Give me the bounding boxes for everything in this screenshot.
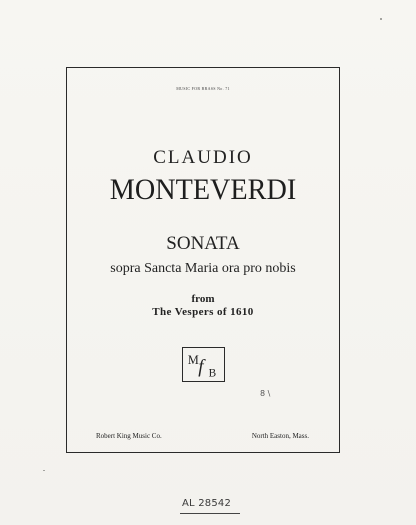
publisher-logo bbox=[182, 347, 225, 382]
composer-first-name: CLAUDIO bbox=[153, 147, 253, 168]
paper-speck bbox=[380, 18, 382, 20]
publisher-name: Robert King Music Co. bbox=[96, 432, 162, 440]
work-subtitle: sopra Sancta Maria ora pro nobis bbox=[110, 261, 296, 276]
catalog-stamp bbox=[180, 498, 240, 514]
logo-letter-m: M bbox=[187, 353, 199, 368]
work-title: SONATA bbox=[166, 233, 240, 254]
logo-letter-f: f bbox=[198, 356, 204, 378]
paper-speck bbox=[43, 470, 45, 471]
publisher-location: North Easton, Mass. bbox=[251, 432, 309, 440]
logo-letter-b: B bbox=[208, 367, 217, 380]
handwritten-note: 8 \ bbox=[260, 389, 271, 398]
source-work: The Vespers of 1610 bbox=[152, 306, 254, 318]
cover-frame bbox=[66, 67, 340, 453]
from-label: from bbox=[191, 293, 215, 305]
composer-last-name: MONTEVERDI bbox=[109, 173, 297, 206]
series-line: MUSIC FOR BRASS No. 71 bbox=[176, 86, 230, 91]
catalog-stamp-text: AL 28542 bbox=[182, 498, 232, 509]
